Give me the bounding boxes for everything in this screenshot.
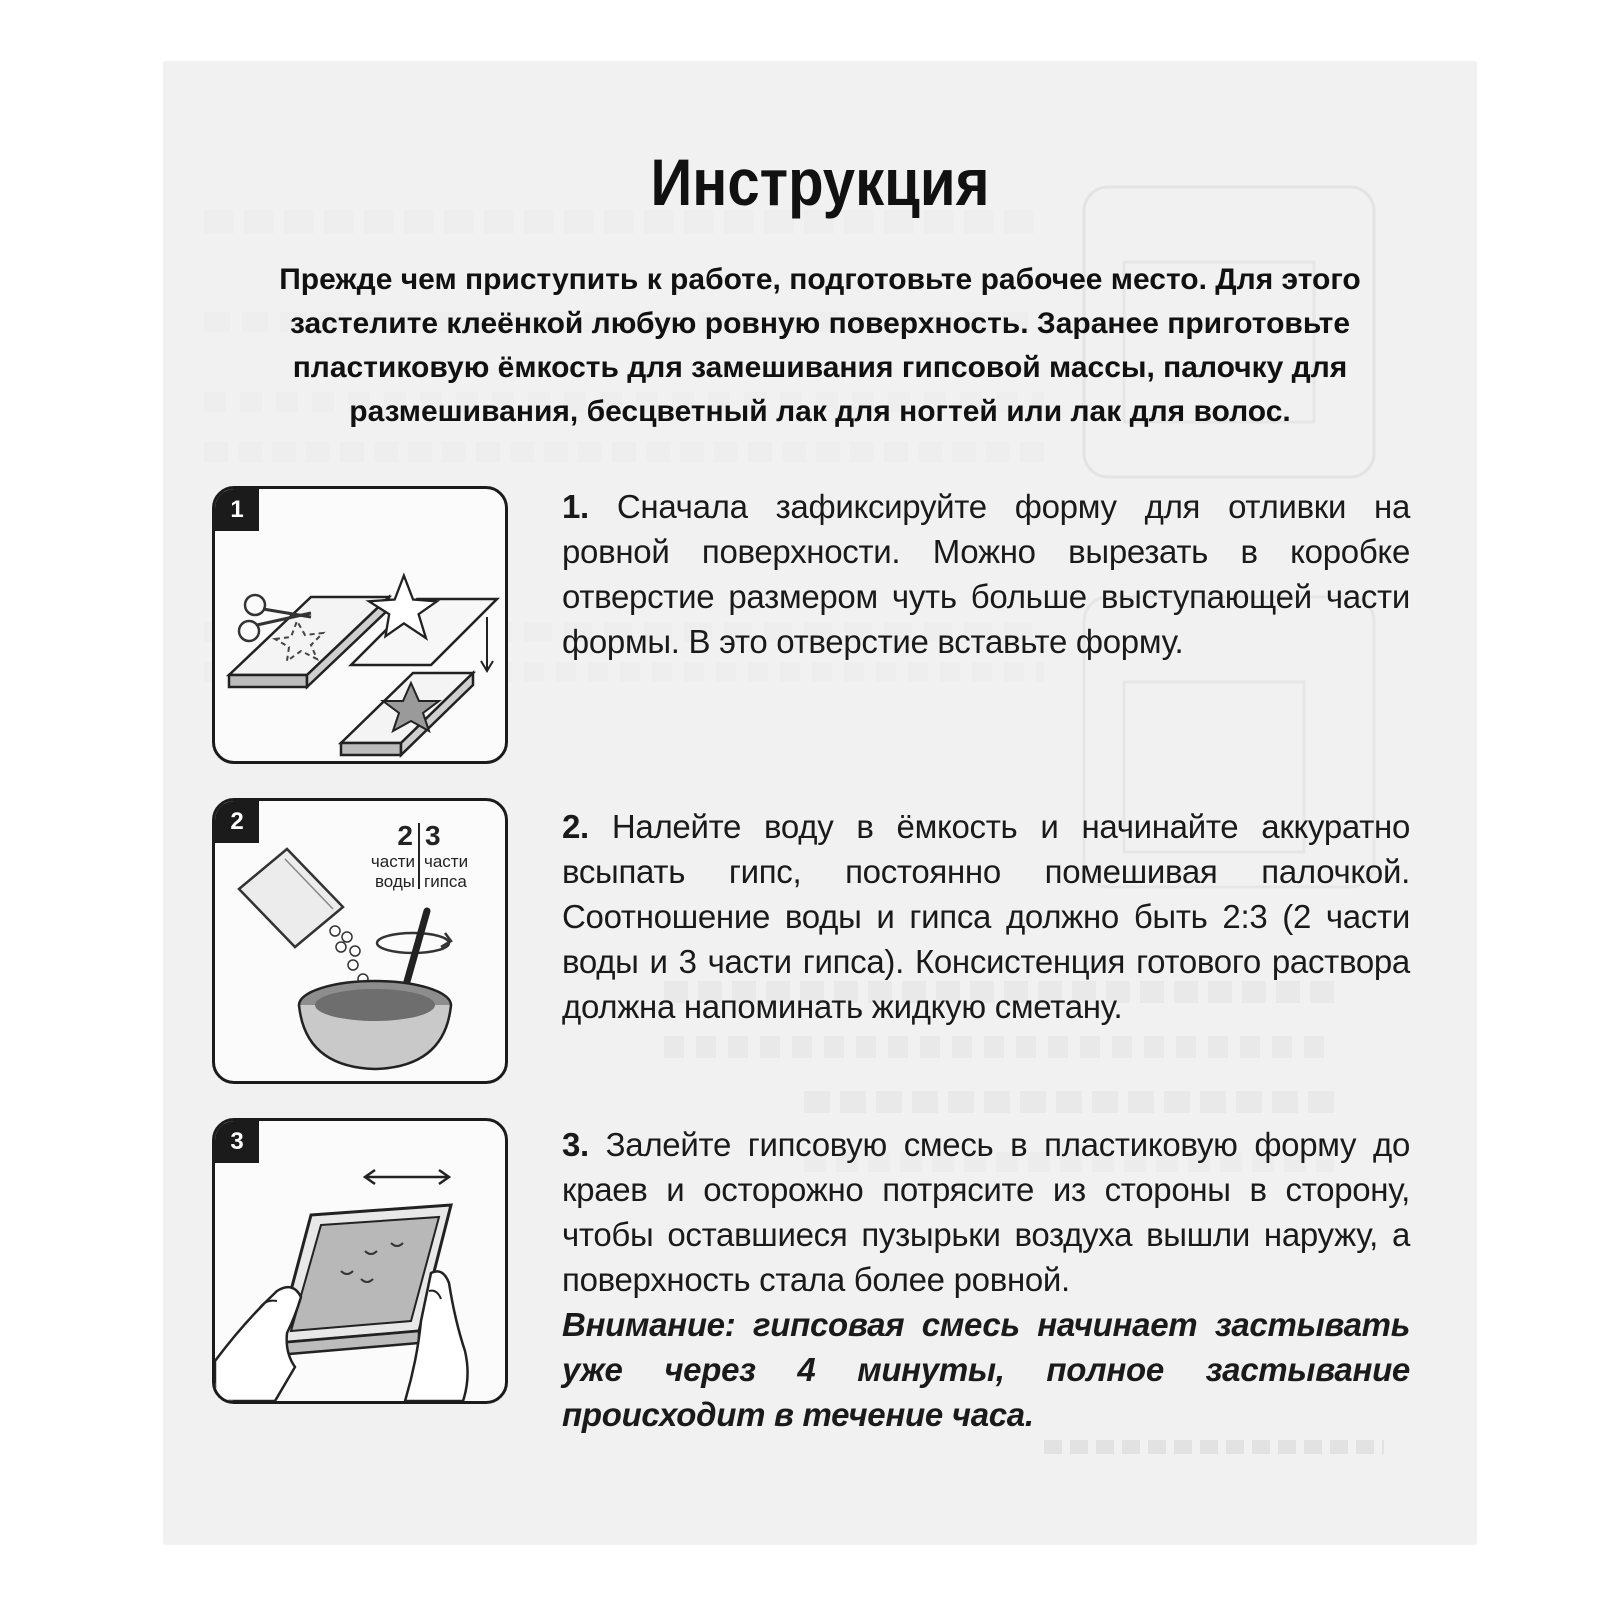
- plaster-bag-icon: [239, 849, 343, 947]
- step-3-illustration: [212, 1118, 508, 1404]
- step-badge: 2: [215, 801, 259, 843]
- intro-line: пластиковую ёмкость для замешивания гипсовой массы, палочку для: [292, 351, 1348, 384]
- step-2-text: [562, 804, 1410, 1029]
- scissors-icon: [245, 595, 265, 615]
- ratio-plaster-label-2: гипса: [424, 872, 467, 891]
- step-description: Залейте гипсовую смесь в пластиковую форму до краев и осторожно потрясите из стороны в сторону, чтобы оставшиеся пузырьки воздуха вышли наружу, а поверхность стала более ровной.: [562, 1126, 1410, 1298]
- intro-paragraph: [214, 258, 1426, 434]
- shaking-mold-illustration: [215, 1121, 505, 1401]
- left-hand-icon: [215, 1287, 301, 1401]
- step-number: 2.: [562, 808, 612, 845]
- instruction-sheet: [164, 62, 1476, 1544]
- ratio-water-number: 2: [397, 820, 413, 851]
- intro-line: застелите клеёнкой любую ровную поверхность. Заранее приготовьте: [289, 307, 1351, 340]
- mixing-plaster-illustration: [215, 801, 505, 1081]
- step-badge: 3: [215, 1121, 259, 1163]
- step-1-illustration: [212, 486, 508, 764]
- ratio-plaster-number: 3: [425, 820, 441, 851]
- page-title: Инструкция: [650, 145, 990, 219]
- step-description: Сначала зафиксируйте форму для отливки на ровной поверхности. Можно вырезать в коробке отверстие размером чуть больше выступающей части формы. В это отверстие вставьте форму.: [562, 488, 1411, 660]
- step-number: 1.: [562, 488, 617, 525]
- intro-line: размешивания, бесцветный лак для ногтей или лак для волос.: [349, 395, 1291, 428]
- warning-note: Внимание: гипсовая смесь начинает застывать уже через 4 минуты, полное застывание происходит в течение часа.: [562, 1306, 1410, 1433]
- ratio-plaster-label-1: части: [424, 852, 469, 871]
- step-description: Налейте воду в ёмкость и начинайте аккуратно всыпать гипс, постоянно помешивая палочкой. Соотношение воды и гипса должно быть 2:3 (2 части воды и 3 части гипса). Консистенция готового раствора должна напоминать жидкую сметану.: [562, 808, 1410, 1025]
- ratio-water-label-1: части: [370, 852, 415, 871]
- intro-line: Прежде чем приступить к работе, подготовьте рабочее место. Для этого: [279, 263, 1361, 296]
- step-2-illustration: [212, 798, 508, 1084]
- step-number: 3.: [562, 1126, 606, 1163]
- step-1-text: [562, 484, 1410, 664]
- ratio-water-label-2: воды: [374, 872, 415, 891]
- step-3-text: [562, 1122, 1410, 1437]
- step-badge: 1: [215, 489, 259, 531]
